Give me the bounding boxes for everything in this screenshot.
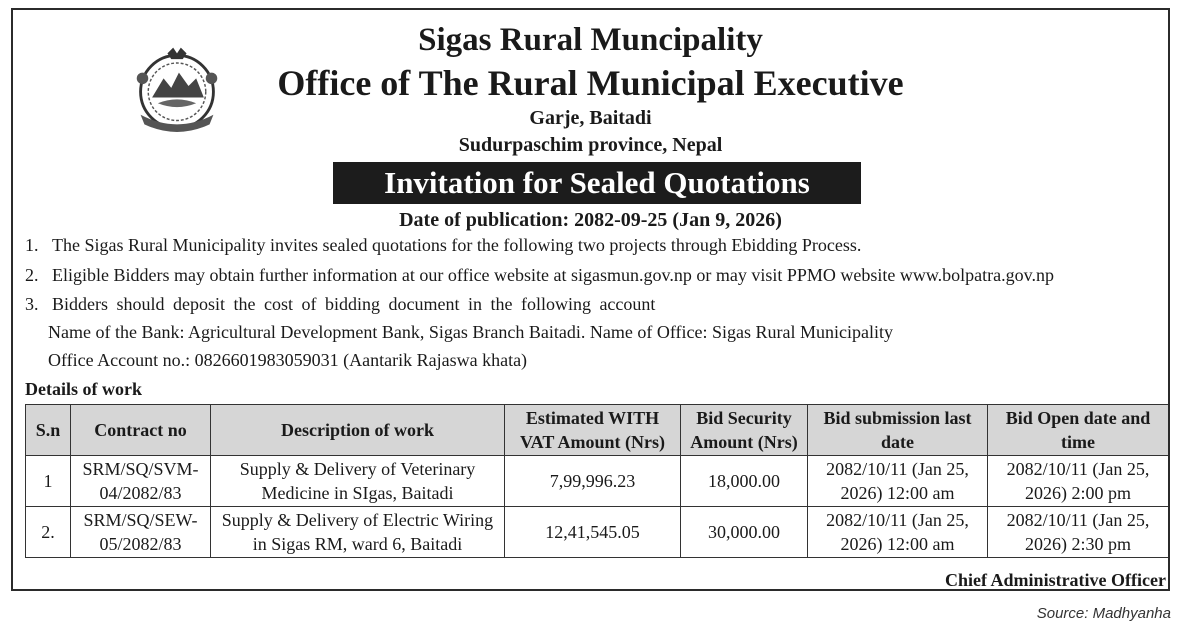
column-header: Bid Security Amount (Nrs) xyxy=(681,405,808,456)
table-header-row xyxy=(26,405,1169,456)
column-header: Contract no xyxy=(71,405,211,456)
point-text: Bidders should deposit the cost of bidding document in the following account xyxy=(52,294,656,314)
column-header: S.n xyxy=(26,405,71,456)
office-name: Office of The Rural Municipal Executive xyxy=(277,63,904,103)
table-cell: 18,000.00 xyxy=(681,456,808,507)
table-cell: SRM/SQ/SEW-05/2082/83 xyxy=(71,507,211,558)
address-line: Garje, Baitadi xyxy=(529,107,652,129)
table-cell: Supply & Delivery of Electric Wiring in Sigas RM, ward 6, Baitadi xyxy=(211,507,505,558)
table-cell: 7,99,996.23 xyxy=(505,456,681,507)
signatory: Chief Administrative Officer xyxy=(945,570,1166,590)
source-credit: Source: Madhyanha xyxy=(1036,605,1171,622)
notice-frame xyxy=(11,8,1170,591)
table-cell: 2082/10/11 (Jan 25, 2026) 12:00 am xyxy=(808,456,988,507)
point-3 xyxy=(25,294,655,315)
point-text: The Sigas Rural Municipality invites sealed quotations for the following two projects through Ebidding Process. xyxy=(52,235,862,255)
table-cell: Supply & Delivery of Veterinary Medicine in SIgas, Baitadi xyxy=(211,456,505,507)
column-header: Estimated WITH VAT Amount (Nrs) xyxy=(505,405,681,456)
table-row xyxy=(26,456,1169,507)
column-header: Bid Open date and time xyxy=(988,405,1169,456)
table-cell: 12,41,545.05 xyxy=(505,507,681,558)
bank-details: Name of the Bank: Agricultural Development Bank, Sigas Branch Baitadi. Name of Office: Sigas Rural Municipality xyxy=(48,322,893,342)
point-number: 3. xyxy=(25,294,39,314)
notice-title-banner: Invitation for Sealed Quotations xyxy=(333,162,861,204)
table-cell: 30,000.00 xyxy=(681,507,808,558)
point-2 xyxy=(25,265,1054,286)
column-header: Bid submission last date xyxy=(808,405,988,456)
table-cell: 2. xyxy=(26,507,71,558)
point-number: 2. xyxy=(25,265,39,285)
point-number: 1. xyxy=(25,235,39,255)
municipality-name: Sigas Rural Muncipality xyxy=(418,22,763,58)
table-row xyxy=(26,507,1169,558)
province-line: Sudurpaschim province, Nepal xyxy=(458,134,723,156)
table-cell: 2082/10/11 (Jan 25, 2026) 2:30 pm xyxy=(988,507,1169,558)
works-table xyxy=(25,404,1169,558)
point-text: Eligible Bidders may obtain further information at our office website at sigasmun.gov.np or may visit PPMO website www.bolpatra.gov.np xyxy=(52,265,1054,285)
account-number: Office Account no.: 0826601983059031 (Aantarik Rajaswa khata) xyxy=(48,350,528,370)
table-cell: SRM/SQ/SVM-04/2082/83 xyxy=(71,456,211,507)
table-cell: 2082/10/11 (Jan 25, 2026) 2:00 pm xyxy=(988,456,1169,507)
table-cell: 2082/10/11 (Jan 25, 2026) 12:00 am xyxy=(808,507,988,558)
publication-date: Date of publication: 2082-09-25 (Jan 9, 2026) xyxy=(399,209,782,231)
point-1 xyxy=(25,235,861,256)
details-of-work-heading: Details of work xyxy=(25,379,142,399)
table-cell: 1 xyxy=(26,456,71,507)
column-header: Description of work xyxy=(211,405,505,456)
